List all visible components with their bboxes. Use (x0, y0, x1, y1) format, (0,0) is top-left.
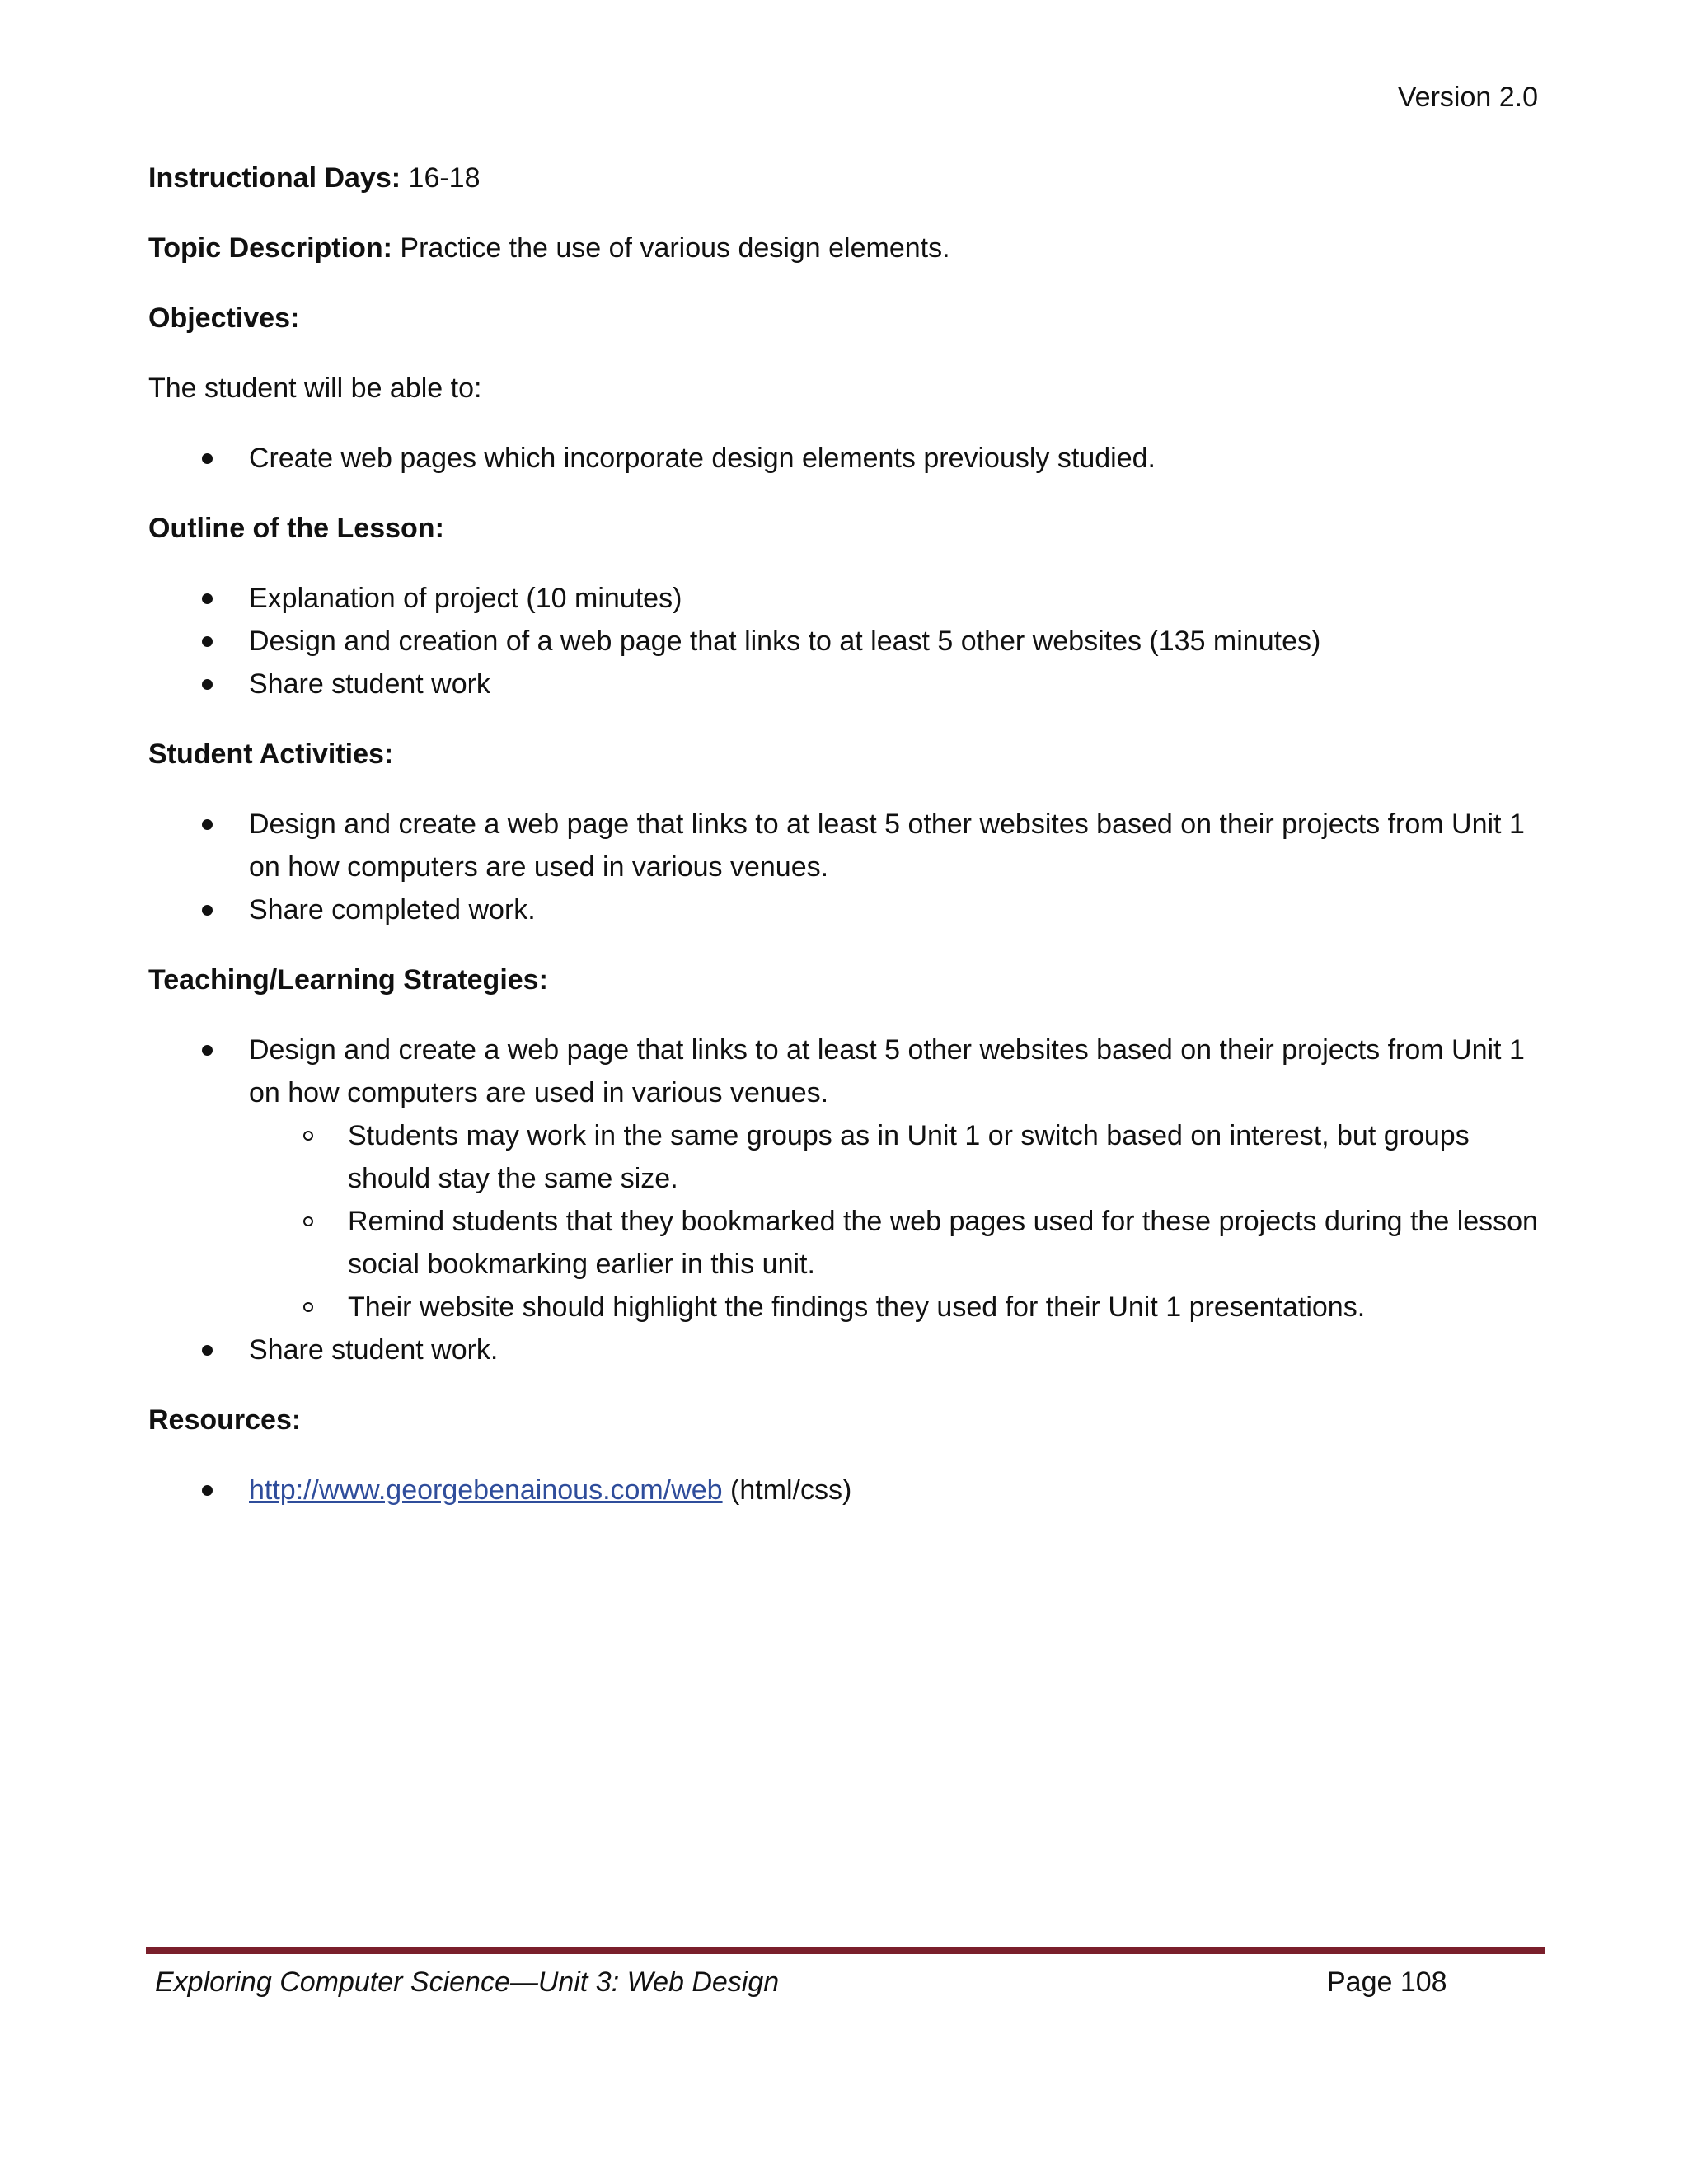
list-item: Design and create a web page that links to at least 5 other websites based on their projects from Unit 1 on how computers are used in various venues. (148, 803, 1541, 888)
footer-course-title: Exploring Computer Science—Unit 3: Web Design (155, 1966, 780, 1998)
resource-link[interactable]: http://www.georgebenainous.com/web (249, 1474, 723, 1506)
list-item (148, 1029, 1541, 1329)
student-activities-heading: Student Activities: (148, 738, 394, 770)
outline-list (148, 577, 1541, 705)
page-content (148, 157, 1541, 1511)
objectives-heading: Objectives: (148, 302, 300, 334)
version-label: Version 2.0 (1397, 82, 1538, 113)
strategies-list (148, 1029, 1541, 1371)
objectives-list (148, 437, 1541, 480)
resource-suffix: (html/css) (722, 1474, 852, 1506)
instructional-days-label: Instructional Days: (148, 162, 401, 194)
topic-description-label: Topic Description: (148, 232, 392, 264)
resources-list (148, 1469, 1541, 1511)
footer-page-number: Page 108 (1327, 1966, 1447, 1998)
instructional-days (148, 157, 1541, 199)
list-item: Share student work. (148, 1329, 1541, 1371)
sub-list-item: Students may work in the same groups as in Unit 1 or switch based on interest, but groups should stay the same size. (249, 1114, 1541, 1200)
instructional-days-value: 16-18 (408, 162, 481, 194)
objectives-intro: The student will be able to: (148, 373, 482, 404)
list-item: Share student work (148, 663, 1541, 705)
topic-description (148, 227, 1541, 269)
strategy-text: Design and create a web page that links to at least 5 other websites based on their projects from Unit 1 on how computers are used in various venues. (249, 1034, 1525, 1108)
sub-list-item: Their website should highlight the findings they used for their Unit 1 presentations. (249, 1286, 1541, 1329)
list-item (148, 1469, 1541, 1511)
strategies-heading: Teaching/Learning Strategies: (148, 964, 548, 996)
list-item: Explanation of project (10 minutes) (148, 577, 1541, 620)
student-activities-list (148, 803, 1541, 931)
resources-heading: Resources: (148, 1404, 302, 1436)
list-item: Create web pages which incorporate design elements previously studied. (148, 437, 1541, 480)
sub-list-item: Remind students that they bookmarked the web pages used for these projects during the lesson social bookmarking earlier in this unit. (249, 1200, 1541, 1286)
outline-heading: Outline of the Lesson: (148, 513, 444, 544)
strategy-sublist (249, 1114, 1541, 1329)
topic-description-value: Practice the use of various design elements. (400, 232, 950, 264)
footer-divider (146, 1947, 1545, 1954)
list-item: Share completed work. (148, 888, 1541, 931)
list-item: Design and creation of a web page that links to at least 5 other websites (135 minutes) (148, 620, 1541, 663)
